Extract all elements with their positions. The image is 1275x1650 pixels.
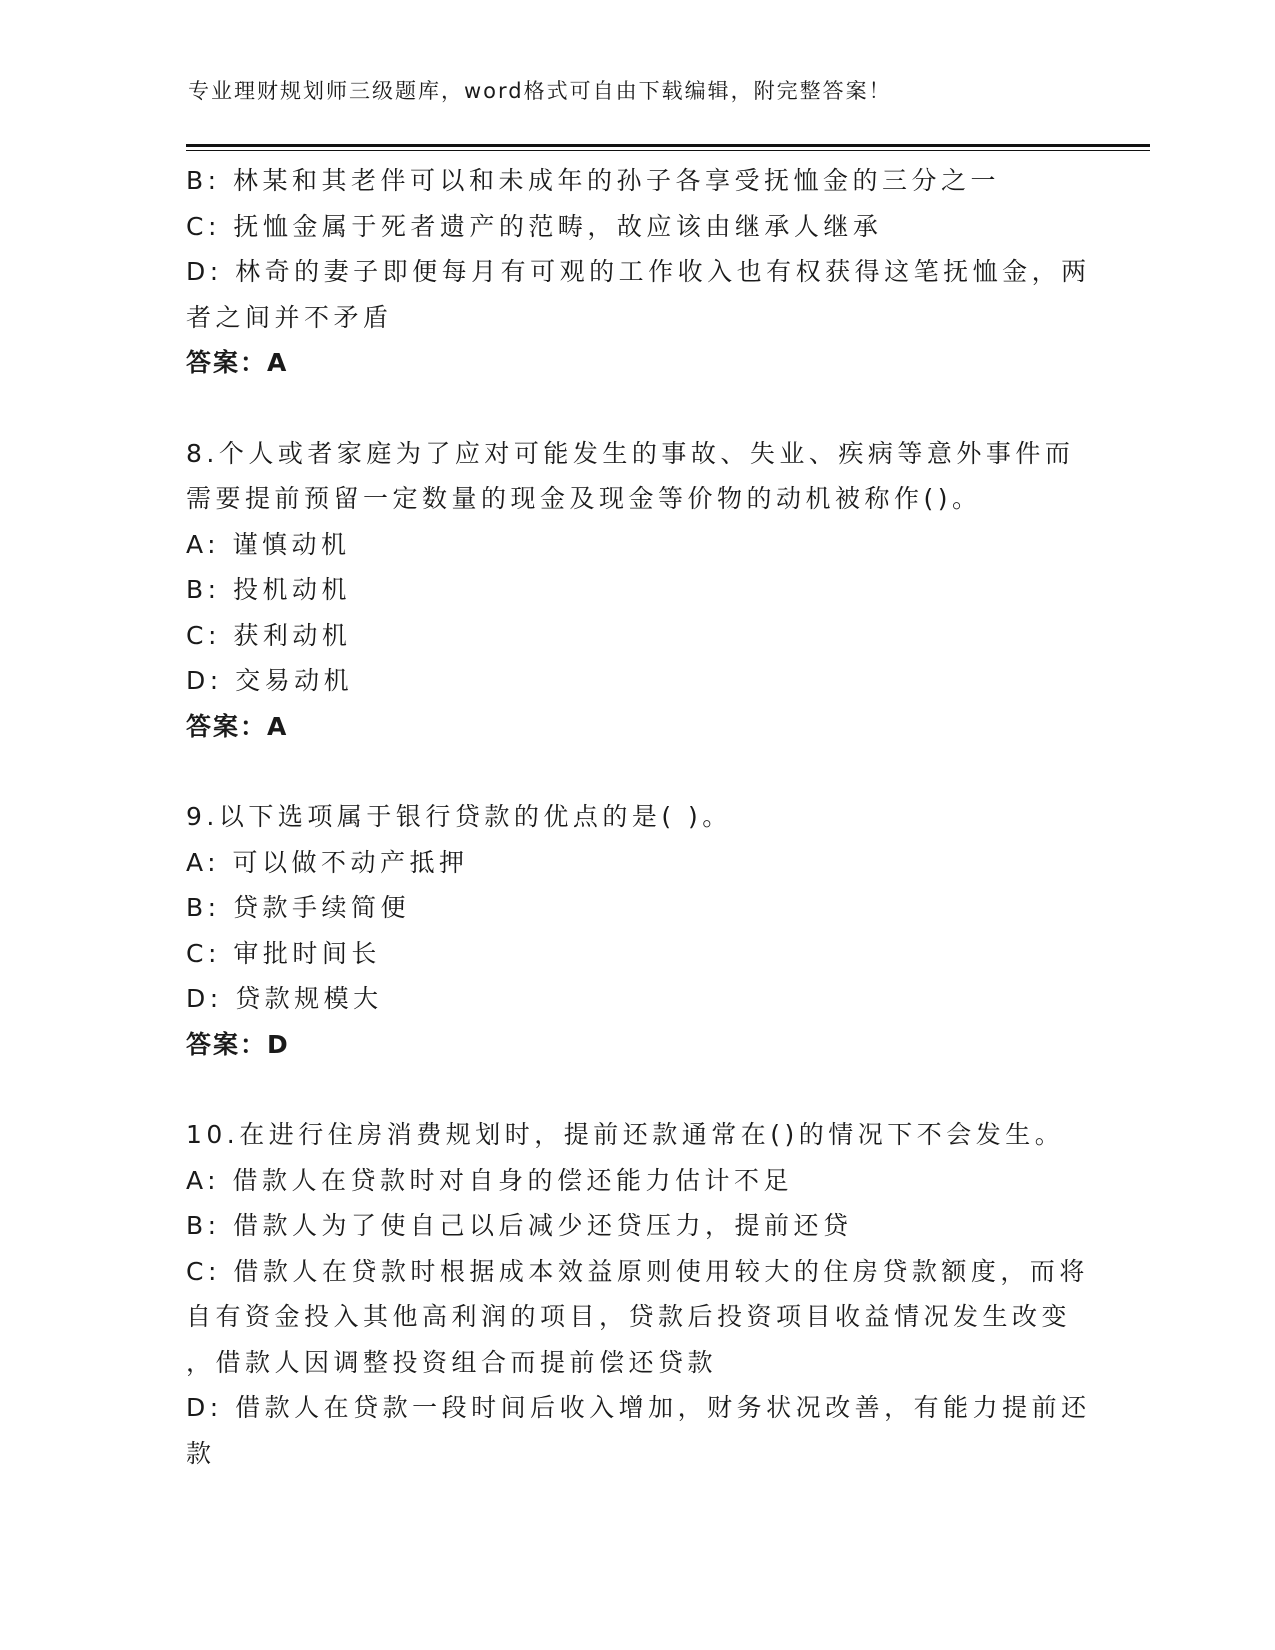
option-line: C: 抚恤金属于死者遗产的范畴，故应该由继承人继承 xyxy=(186,211,883,241)
spacer xyxy=(186,386,1086,431)
option-line: A: 谨慎动机 xyxy=(186,529,351,559)
answer-line: 答案：A xyxy=(186,348,289,377)
question-block xyxy=(186,1112,1091,1476)
header-rule-thick xyxy=(186,144,1150,147)
option-line: 者之间并不矛盾 xyxy=(186,302,393,332)
option-line: C: 借款人在贷款时根据成本效益原则使用较大的住房贷款额度，而将 xyxy=(186,1256,1089,1286)
option-line: D: 交易动机 xyxy=(186,666,354,695)
option-line: B: 林某和其老伴可以和未成年的孙子各享受抚恤金的三分之一 xyxy=(186,166,1001,195)
question-block xyxy=(186,158,1091,386)
question-text: 8.个人或者家庭为了应对可能发生的事故、失业、疾病等意外事件而 xyxy=(186,438,1075,468)
page-header: 专业理财规划师三级题库，word格式可自由下载编辑，附完整答案！ xyxy=(188,79,892,103)
question-block xyxy=(186,431,1086,750)
question-text: 需要提前预留一定数量的现金及现金等价物的动机被称作()。 xyxy=(186,484,982,513)
option-line: ，借款人因调整投资组合而提前偿还贷款 xyxy=(186,1347,718,1377)
answer-line: 答案：A xyxy=(186,711,289,741)
spacer xyxy=(186,749,1086,794)
option-line: B: 贷款手续简便 xyxy=(186,893,411,922)
option-line: 自有资金投入其他高利润的项目，贷款后投资项目收益情况发生改变 xyxy=(186,1302,1072,1331)
question-block xyxy=(186,794,1086,1067)
option-line: C: 审批时间长 xyxy=(186,938,381,968)
document-body xyxy=(186,158,1091,1476)
answer-line: 答案：D xyxy=(186,1029,290,1059)
question-text: 9.以下选项属于银行贷款的优点的是( )。 xyxy=(186,802,732,831)
question-text: 10.在进行住房消费规划时，提前还款通常在()的情况下不会发生。 xyxy=(186,1120,1065,1149)
option-line: D: 贷款规模大 xyxy=(186,984,383,1013)
option-line: B: 投机动机 xyxy=(186,575,352,604)
option-line: B: 借款人为了使自己以后减少还贷压力，提前还贷 xyxy=(186,1211,853,1240)
header-rule-thin xyxy=(186,150,1150,151)
option-line: A: 可以做不动产抵押 xyxy=(186,847,469,877)
option-line: D: 借款人在贷款一段时间后收入增加，财务状况改善，有能力提前还 xyxy=(186,1393,1091,1422)
spacer xyxy=(186,1067,1086,1112)
option-line: 款 xyxy=(186,1438,216,1468)
option-line: A: 借款人在贷款时对自身的偿还能力估计不足 xyxy=(186,1165,794,1195)
option-line: C: 获利动机 xyxy=(186,620,352,650)
option-line: D: 林奇的妻子即便每月有可观的工作收入也有权获得这笔抚恤金，两 xyxy=(186,257,1091,286)
